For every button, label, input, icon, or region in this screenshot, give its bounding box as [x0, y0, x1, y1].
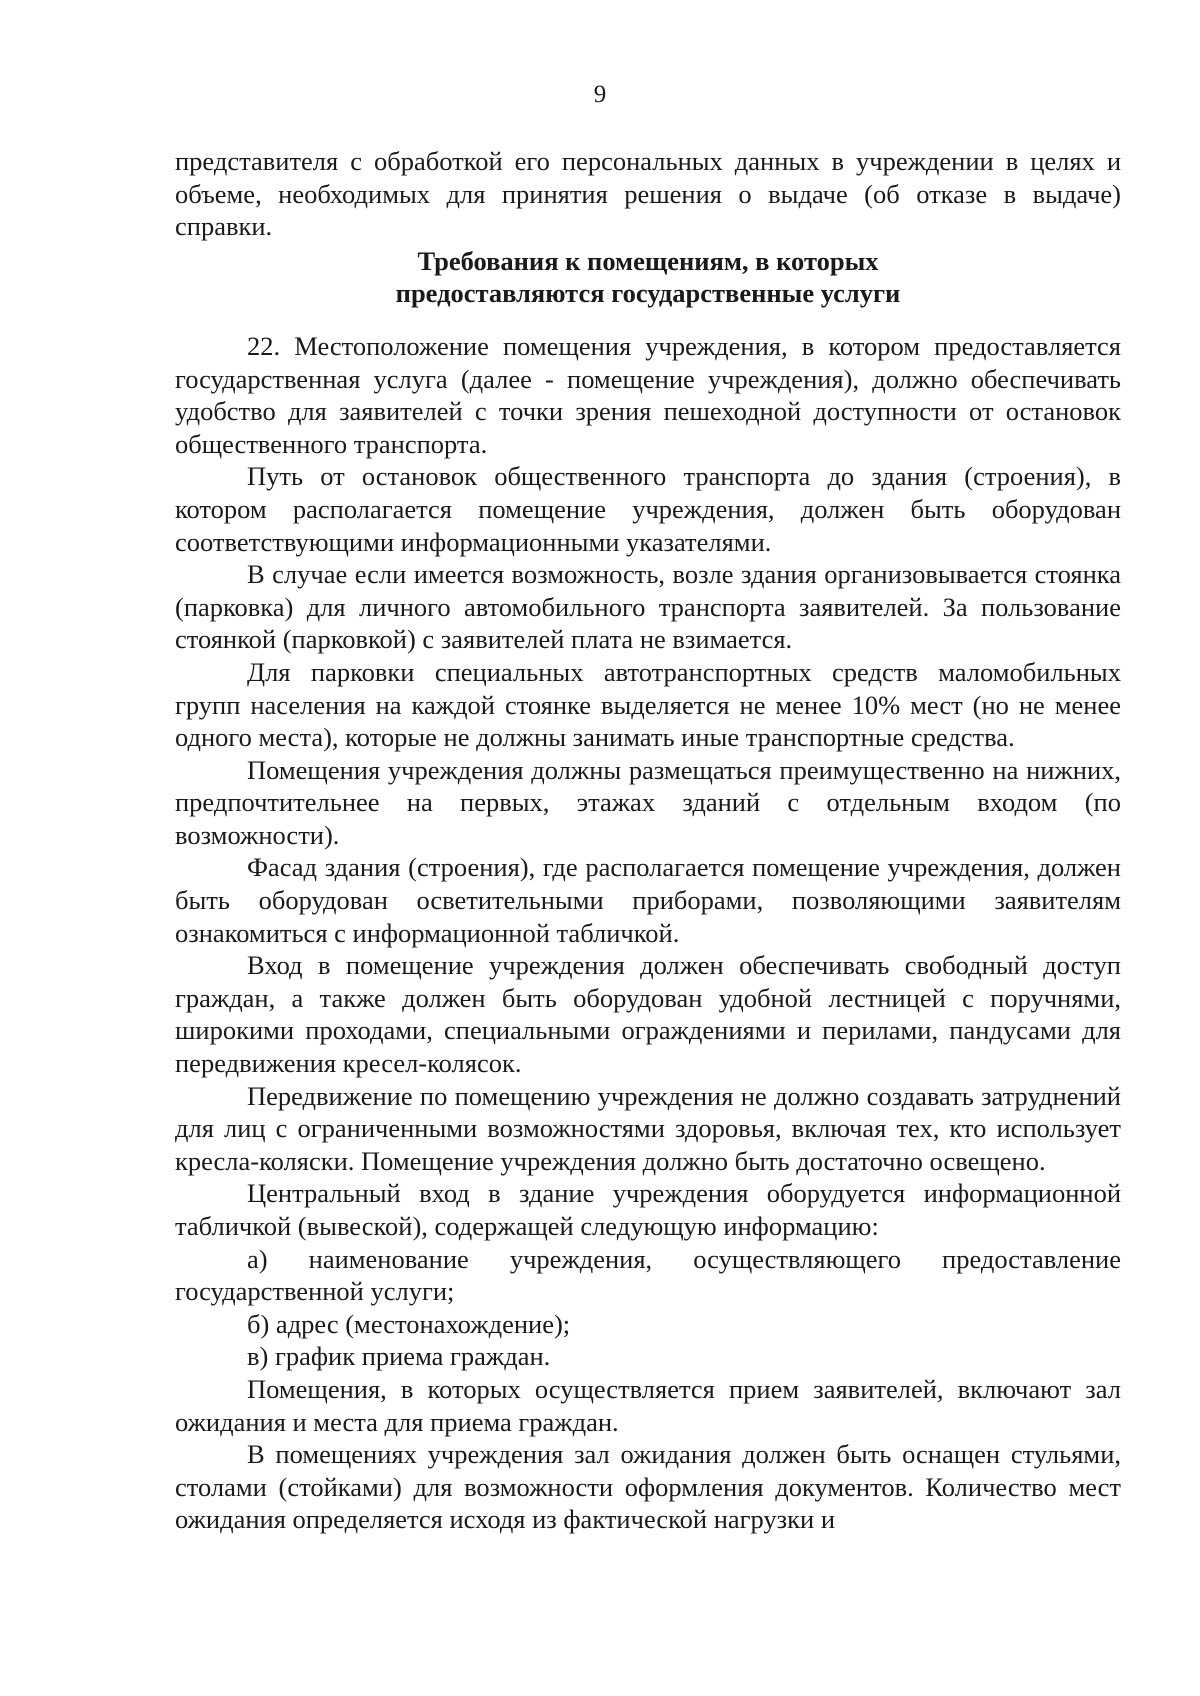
list-item-b: б) адрес (местонахождение); — [247, 1308, 571, 1339]
list-item-a: а) наименование учреждения, осуществляющего предоставление государственной услуги; — [175, 1243, 1121, 1307]
paragraph-accessible-parking: Для парковки специальных автотранспортных средств маломобильных групп населения на каждой стоянке выделяется не менее 10% мест (но не менее одного места), которые не должны занимать иные транспортные средства. — [175, 656, 1121, 753]
page-number: 9 — [593, 81, 607, 108]
document-body — [175, 145, 1121, 1536]
paragraph-rooms: Помещения, в которых осуществляется прием заявителей, включают зал ожидания и места для приема граждан. — [175, 1373, 1121, 1437]
list-item-c: в) график приема граждан. — [247, 1341, 551, 1372]
paragraph-route: Путь от остановок общественного транспорта до здания (строения), в котором располагается помещение учреждения, должен быть оборудован соответствующими информационными указателями. — [175, 461, 1121, 557]
section-heading — [175, 243, 1121, 330]
paragraph-movement: Передвижение по помещению учреждения не должно создавать затруднений для лиц с ограниченными возможностями здоровья, включая тех, кто использует кресла-коляски. Помещение учреждения должно быть достаточно освещено. — [175, 1080, 1121, 1176]
paragraph-entrance: Вход в помещение учреждения должен обеспечивать свободный доступ граждан, а также должен быть оборудован удобной лестницей с поручнями, широкими проходами, специальными ограждениями и перилами, пандусами для передвижения кресел-колясок. — [175, 950, 1121, 1079]
intro-paragraph: представителя с обработкой его персональных данных в учреждении в целях и объеме, необходимых для принятия решения о выдаче (об отказе в выдаче) справки. — [175, 146, 1121, 242]
paragraph-22-location: 22. Местоположение помещения учреждения, в котором предоставляется государственная услуга (далее - помещение учреждения), должно обеспечивать удобство для заявителей с точки зрения пешеходной доступности от остановок общественного транспорта. — [175, 330, 1121, 459]
section-heading-line-2: предоставляются государственные услуги — [395, 278, 901, 309]
paragraph-facade: Фасад здания (строения), где располагается помещение учреждения, должен быть оборудован осветительными приборами, позволяющими заявителям ознакомиться с информационной табличкой. — [175, 852, 1121, 948]
paragraph-parking: В случае если имеется возможность, возле здания организовывается стоянка (парковка) для личного автомобильного транспорта заявителей. За пользование стоянкой (парковкой) с заявителей плата не взимается. — [175, 559, 1121, 655]
paragraph-signboard: Центральный вход в здание учреждения оборудуется информационной табличкой (вывеской), содержащей следующую информацию: — [175, 1178, 1121, 1241]
paragraph-waiting-hall: В помещениях учреждения зал ожидания должен быть оснащен стульями, столами (стойками) для возможности оформления документов. Количество мест ожидания определяется исходя из фактической нагрузки и — [175, 1439, 1121, 1535]
paragraph-floors: Помещения учреждения должны размещаться преимущественно на нижних, предпочтительнее на первых, этажах зданий с отдельным входом (по возможности). — [175, 754, 1121, 850]
section-heading-line-1: Требования к помещениям, в которых — [417, 245, 879, 276]
